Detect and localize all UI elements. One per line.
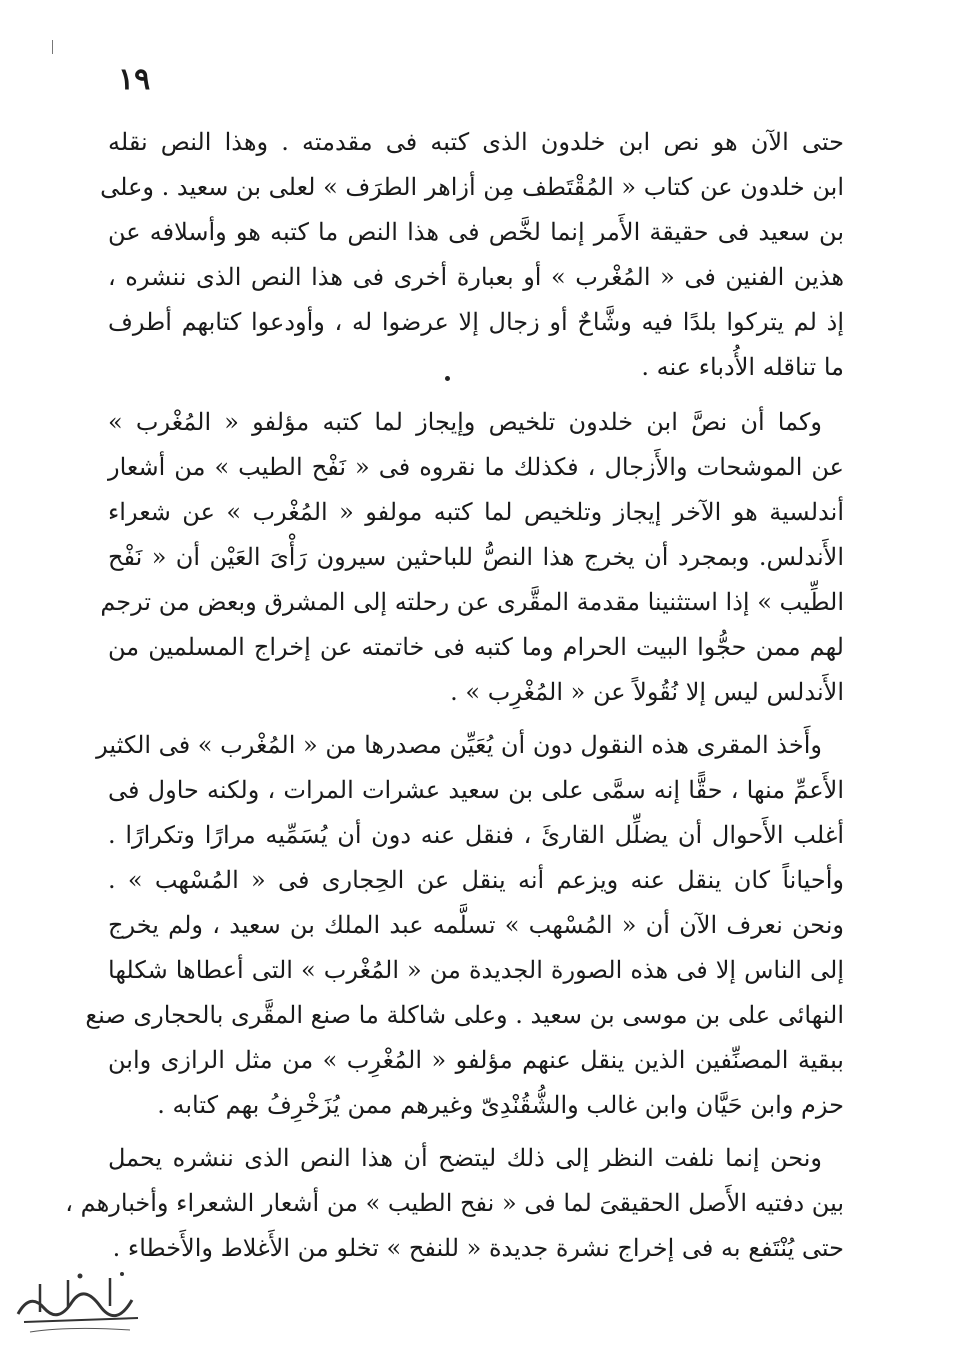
text-line: وأَخذ المقرى هذه النقول دون أن يُعَيِّن مصدرها من « المُغْرب » فى الكثير [96,731,822,759]
text-line: الأَعمِّ منها ، حقًّا إنه سمَّى على بن سعيد عشرات المرات ، ولكنه حاول فى [108,776,844,804]
text-line: هذين الفنين فى « المُغْرب » أو بعبارة أخرى فى هذا النص الذى ننشره ، [108,263,844,291]
text-line: إلى الناس إلا فى هذه الصورة الجديدة من « المُغْرب » التى أعطاها شكلها [108,956,844,984]
text-line: بن سعيد فى حقيقة الأَمر إنما لخَّص فى هذا النص ما كتبه هو وأسلافه عن [108,218,844,246]
text-line: أغلب الأَحوال أن يضلِّل القارئَ ، فنقل عنه دون أن يُسَمِّيه مرارًا وتكرارًا . [108,821,844,849]
text-line: الأَندلس. وبمجرد أن يخرج هذا النصُّ للباحثين سيرون رَأْىَ العَيْن أن « نَفْح [108,543,844,571]
text-line: حزم وابن حَيَّان وابن غالب والشُّقُنْدِىّ وغيرهم ممن يُزَخْرِفُ بهم كتابه . [157,1091,844,1119]
page-number: ١٩ [118,62,151,97]
scan-mark [52,40,53,54]
text-line: وأحياناً كان ينقل عنه ويزعم أنه ينقل عن الحِجارى فى « المُسْهب » . [108,866,844,894]
paragraph [65,1136,844,1271]
text-line: ونحن نعرف الآن أن « المُسْهب » تسلَّمه عبد الملك بن سعيد ، ولم يخرج [108,911,844,939]
text-line: عن الموشحات والأَزجال ، فكذلك ما نقروه فى « نَفْح الطيب » من أشعار [108,453,844,481]
text-line: الأَندلس ليس إلا نُقُولاً عن « المُغْرِب » . [450,678,844,706]
stray-dot [445,376,450,381]
paragraph [85,723,844,1128]
body-text [65,120,844,1271]
watermark-logo [10,1262,150,1342]
text-line: إذ لم يتركوا بلدًا فيه وشَّاحٌ أو زجال إلا عرضوا له ، وأودعوا كتابهم أطرف [108,308,844,336]
text-line: حتى يُنْتَفع به فى إخراج نشرة جديدة « للنفح » تخلو من الأَغلاط والأَخطاء . [112,1234,844,1262]
paragraph [100,120,844,390]
text-line: ونحن إنما نلفت النظر إلى ذلك ليتضح أن هذا النص الذى ننشره يحمل [108,1144,822,1172]
text-line: ما تناقله الأُدباء عنه . [641,353,844,381]
text-line: لهم ممن حجُّوا البيت الحرام وما كتبه فى خاتمته عن إخراج المسلمين من [108,633,844,661]
text-line: الطِّيب » إذا استثنينا مقدمة المقَّرى عن رحلته إلى المشرق وبعض من ترجم [100,588,844,616]
text-line: ببقية المصنِّفين الذين ينقل عنهم مؤلفو « المُغْرِب » من مثل الرازى وابن [108,1046,844,1074]
text-line: حتى الآن هو نص ابن خلدون الذى كتبه فى مقدمته . وهذا النص نقله [108,128,844,156]
text-line: وكما أن نصَّ ابن خلدون تلخيص وإيجاز لما كتبه مؤلفو « المُغْرب » [108,408,822,436]
watermark-signature-icon [10,1262,150,1342]
text-line: ابن خلدون عن كتاب « المُقْتَطف مِن أزاهر الطرَف » لعلى بن سعيد . وعلى [100,173,844,201]
paragraph [100,400,844,715]
text-line: بين دفتيه الأَصل الحقيقىَ لما فى « نفح الطيب » من أشعار الشعراء وأخبارهم ، [65,1189,844,1217]
text-line: النهائى على بن موسى بن سعيد . وعلى شاكلة ما صنع المقَّرى بالحجارى صنع [85,1001,844,1029]
text-line: أندلسية هو الآخر إيجاز وتلخيص لما كتبه مولفو « المُغْرب » عن شعراء [108,498,844,526]
